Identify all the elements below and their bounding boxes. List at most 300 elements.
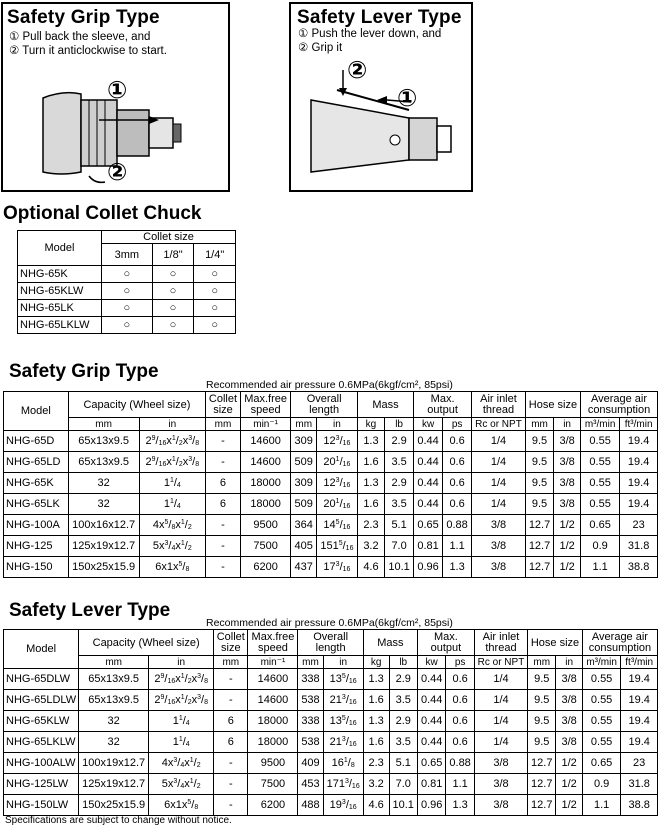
spec-cell: 18000 [248,732,298,753]
spec-cell: 18000 [248,711,298,732]
spec-cell: 1/2 [554,515,581,536]
spec-cell: 4.6 [363,795,389,816]
collet-mark: ○ [152,317,194,334]
lever-box-title: Safety Lever Type [297,7,462,28]
spec-row [4,753,658,774]
spec-cell: 1.6 [363,690,389,711]
footnote: Specifications are subject to change without notice. [5,815,232,826]
spec-cell: 6 [214,711,248,732]
spec-cell: 1/4 [472,431,526,452]
spec-cell: NHG-65D [4,431,69,452]
spec-cell: 0.88 [443,515,472,536]
spec-row [4,795,658,816]
spec-col-air: Average air consumption [582,630,657,656]
collet-row-model: NHG-65K [18,266,102,283]
spec-cell: 1.1 [443,536,472,557]
spec-cell: NHG-65K [4,473,69,494]
spec-cell: 1/4 [474,711,527,732]
spec-col-model: Model [4,630,79,669]
spec-cell: 3/8 [474,795,527,816]
spec-cell: 1.1 [581,557,620,578]
spec-cell: - [206,452,241,473]
spec-cell: NHG-65KLW [4,711,79,732]
spec-unit: Rc or NPT [472,418,526,431]
spec-cell: 32 [68,494,139,515]
spec-cell: NHG-150 [4,557,69,578]
spec-cell: 1/2 [554,557,581,578]
spec-cell: 2.9 [389,669,417,690]
spec-cell: 19.4 [620,431,658,452]
spec-cell: $2^9/_{16}x^1/_2x^3/_8$ [139,452,206,473]
spec-unit: Rc or NPT [474,656,527,669]
spec-cell: $14^5/_{16}$ [317,515,358,536]
spec-col-air: Average air consumption [581,392,658,418]
spec-unit: mm [68,418,139,431]
spec-cell: 1/4 [474,690,527,711]
collet-size-header: 1/8" [152,244,194,266]
spec-cell: 3/8 [554,473,581,494]
spec-unit: ft³/min [620,418,658,431]
collet-col-size: Collet size [102,231,236,244]
collet-size-header: 1/4" [194,244,236,266]
spec-cell: 6200 [248,795,298,816]
spec-cell: 0.55 [581,452,620,473]
spec-cell: 9500 [248,753,298,774]
spec-col-inlet: Air inlet thread [474,630,527,656]
spec-cell: 1/2 [556,795,582,816]
spec-cell: $12^3/_{16}$ [317,473,358,494]
spec-cell: 4.6 [357,557,384,578]
spec-cell: 0.55 [582,690,620,711]
spec-cell: 1.3 [363,669,389,690]
spec-cell: 125x19x12.7 [79,774,149,795]
lever-table-heading: Safety Lever Type [9,600,171,621]
spec-cell: 453 [298,774,323,795]
collet-mark: ○ [152,283,194,300]
spec-cell: 14600 [240,431,291,452]
spec-unit: m³/min [582,656,620,669]
spec-unit: ps [446,656,474,669]
spec-cell: 19.4 [621,690,658,711]
spec-unit: m³/min [581,418,620,431]
spec-cell: 31.8 [621,774,658,795]
spec-cell: 12.7 [525,536,553,557]
spec-row [4,732,658,753]
spec-unit: min⁻¹ [248,656,298,669]
spec-unit: lb [385,418,414,431]
spec-cell: $17^3/_{16}$ [317,557,358,578]
spec-cell: 10.1 [385,557,414,578]
spec-cell: 9500 [240,515,291,536]
spec-cell: 2.9 [385,473,414,494]
spec-cell: NHG-125 [4,536,69,557]
spec-cell: 1.3 [446,795,474,816]
spec-cell: 0.65 [581,515,620,536]
spec-cell: 0.65 [417,753,445,774]
spec-cell: $12^3/_{16}$ [317,431,358,452]
spec-cell: NHG-65LD [4,452,69,473]
spec-cell: $21^3/_{16}$ [323,690,363,711]
spec-cell: 2.9 [385,431,414,452]
collet-mark: ○ [102,317,153,334]
collet-mark: ○ [194,300,236,317]
spec-cell: 3/8 [474,774,527,795]
spec-cell: 5.1 [389,753,417,774]
spec-cell: 0.44 [414,494,443,515]
spec-cell: 0.6 [443,452,472,473]
spec-cell: 6 [206,473,241,494]
spec-cell: 23 [621,753,658,774]
spec-col-hose: Hose size [525,392,580,418]
spec-cell: 0.88 [446,753,474,774]
spec-col-collet: Collet size [214,630,248,656]
grip-callout-1-label: ① [107,77,128,104]
spec-cell: $4x^5/_8x^1/_2$ [139,515,206,536]
lever-callout-2-label: ② [347,57,368,84]
spec-unit: mm [525,418,553,431]
spec-cell: 1/4 [472,494,526,515]
spec-cell: 65x13x9.5 [79,669,149,690]
spec-cell: 1.1 [582,795,620,816]
spec-cell: NHG-65LDLW [4,690,79,711]
spec-row [4,690,658,711]
spec-cell: 1.6 [363,732,389,753]
spec-cell: - [206,515,241,536]
spec-cell: $4x^3/_4x^1/_2$ [149,753,214,774]
spec-cell: 9.5 [528,711,556,732]
spec-col-length: Overall length [291,392,357,418]
lever-instruction-box [289,2,473,192]
spec-cell: 100x19x12.7 [79,753,149,774]
spec-cell: 3/8 [554,494,581,515]
spec-cell: 1.3 [357,431,384,452]
spec-cell: 0.6 [446,690,474,711]
spec-cell: 14600 [248,690,298,711]
collet-heading: Optional Collet Chuck [3,203,202,224]
spec-cell: 3/8 [556,669,582,690]
spec-cell: 1/4 [474,669,527,690]
spec-cell: 65x13x9.5 [68,452,139,473]
spec-cell: 3/8 [472,557,526,578]
spec-cell: 150x25x15.9 [68,557,139,578]
spec-row [4,494,658,515]
spec-cell: 12.7 [528,753,556,774]
spec-cell: - [214,669,248,690]
spec-cell: 10.1 [389,795,417,816]
spec-cell: 14600 [240,452,291,473]
spec-cell: 5.1 [385,515,414,536]
spec-cell: 0.81 [414,536,443,557]
spec-cell: $6x1x^5/_8$ [139,557,206,578]
spec-cell: - [214,690,248,711]
spec-col-model: Model [4,392,69,431]
spec-cell: $2^9/_{16}x^1/_2x^3/_8$ [139,431,206,452]
spec-unit: mm [214,656,248,669]
spec-cell: 0.55 [581,473,620,494]
spec-cell: $1^1/_4$ [139,473,206,494]
spec-cell: 9.5 [525,452,553,473]
spec-cell: 18000 [240,494,291,515]
spec-cell: 2.9 [389,711,417,732]
spec-cell: 38.8 [620,557,658,578]
spec-cell: 3.5 [389,732,417,753]
spec-cell: $171^3/_{16}$ [323,774,363,795]
spec-cell: 1/2 [554,536,581,557]
spec-cell: - [214,795,248,816]
spec-cell: 0.6 [443,494,472,515]
spec-cell: 9.5 [528,732,556,753]
spec-cell: 0.9 [582,774,620,795]
spec-cell: 0.44 [414,452,443,473]
spec-cell: 1.3 [357,473,384,494]
spec-unit: lb [389,656,417,669]
spec-cell: 32 [79,732,149,753]
spec-cell: $5x^3/_4x^1/_2$ [139,536,206,557]
spec-cell: 2.3 [357,515,384,536]
spec-unit: in [556,656,582,669]
spec-cell: 1.1 [446,774,474,795]
spec-cell: 3.2 [363,774,389,795]
grip-step-1: ① Pull back the sleeve, and [9,31,151,43]
spec-cell: 31.8 [620,536,658,557]
spec-unit: kw [417,656,445,669]
spec-cell: 338 [298,711,323,732]
lever-step-2: ② Grip it [298,42,343,54]
spec-cell: 0.55 [582,669,620,690]
spec-cell: 1/4 [472,452,526,473]
collet-mark: ○ [102,300,153,317]
spec-row [4,515,658,536]
spec-cell: NHG-65DLW [4,669,79,690]
spec-cell: 3/8 [554,452,581,473]
spec-cell: 309 [291,431,317,452]
spec-cell: 405 [291,536,317,557]
spec-cell: 3.2 [357,536,384,557]
spec-cell: 1/2 [556,774,582,795]
spec-cell: 3/8 [556,732,582,753]
collet-mark: ○ [194,266,236,283]
spec-cell: 0.44 [414,431,443,452]
spec-cell: 0.44 [417,711,445,732]
spec-cell: $19^3/_{16}$ [323,795,363,816]
lever-tool-illustration [291,60,471,190]
spec-cell: 12.7 [528,795,556,816]
spec-cell: $6x1x^5/_8$ [149,795,214,816]
spec-unit: in [317,418,358,431]
spec-cell: 0.6 [446,669,474,690]
lever-spec-table [3,629,658,816]
spec-cell: $5x^3/_4x^1/_2$ [149,774,214,795]
spec-cell: 12.7 [525,515,553,536]
collet-row-model: NHG-65LKLW [18,317,102,334]
spec-cell: 1.3 [363,711,389,732]
spec-col-capacity: Capacity (Wheel size) [79,630,214,656]
spec-cell: 0.44 [417,732,445,753]
spec-cell: $21^3/_{16}$ [323,732,363,753]
spec-cell: $1^1/_4$ [149,711,214,732]
spec-unit: ft³/min [621,656,658,669]
spec-cell: 338 [298,669,323,690]
spec-col-collet: Collet size [206,392,241,418]
spec-cell: 309 [291,473,317,494]
spec-cell: NHG-65LK [4,494,69,515]
spec-unit: mm [528,656,556,669]
grip-step-2: ② Turn it anticlockwise to start. [9,45,167,57]
spec-col-speed: Max.free speed [240,392,291,418]
spec-cell: 437 [291,557,317,578]
spec-col-capacity: Capacity (Wheel size) [68,392,205,418]
spec-cell: $2^9/_{16}x^1/_2x^3/_8$ [149,690,214,711]
spec-cell: 3.5 [389,690,417,711]
spec-cell: 125x19x12.7 [68,536,139,557]
spec-cell: NHG-100ALW [4,753,79,774]
spec-unit: mm [298,656,323,669]
spec-cell: 19.4 [620,452,658,473]
spec-cell: 0.65 [582,753,620,774]
spec-cell: 19.4 [621,711,658,732]
spec-cell: 12.7 [528,774,556,795]
spec-cell: 0.55 [582,732,620,753]
collet-table [17,230,236,334]
spec-cell: 19.4 [621,732,658,753]
spec-cell: $1^1/_4$ [149,732,214,753]
spec-cell: 0.96 [414,557,443,578]
spec-cell: 0.44 [414,473,443,494]
spec-cell: 409 [298,753,323,774]
collet-mark: ○ [194,283,236,300]
spec-cell: 488 [298,795,323,816]
spec-cell: 0.9 [581,536,620,557]
spec-unit: mm [79,656,149,669]
grip-callout-2-label: ② [107,159,128,186]
spec-cell: 9.5 [525,431,553,452]
spec-row [4,536,658,557]
collet-row-model: NHG-65LK [18,300,102,317]
spec-cell: 3.5 [385,452,414,473]
spec-row [4,774,658,795]
spec-cell: 1.6 [357,494,384,515]
spec-cell: $20^1/_{16}$ [317,452,358,473]
spec-cell: 9.5 [525,494,553,515]
spec-cell: 9.5 [528,690,556,711]
spec-cell: 0.6 [443,473,472,494]
spec-cell: $20^1/_{16}$ [317,494,358,515]
spec-cell: 6 [214,732,248,753]
spec-cell: $16^1/_8$ [323,753,363,774]
spec-cell: 23 [620,515,658,536]
spec-cell: 65x13x9.5 [68,431,139,452]
spec-cell: 364 [291,515,317,536]
spec-col-output: Max. output [417,630,474,656]
spec-col-inlet: Air inlet thread [472,392,526,418]
spec-cell: 9.5 [525,473,553,494]
spec-unit: min⁻¹ [240,418,291,431]
spec-cell: 65x13x9.5 [79,690,149,711]
collet-mark: ○ [152,266,194,283]
spec-cell: 2.3 [363,753,389,774]
spec-cell: 6 [206,494,241,515]
spec-cell: NHG-150LW [4,795,79,816]
spec-unit: kw [414,418,443,431]
spec-unit: in [149,656,214,669]
collet-mark: ○ [102,266,153,283]
spec-cell: 18000 [240,473,291,494]
spec-cell: 0.6 [446,732,474,753]
spec-cell: 19.4 [620,473,658,494]
lever-callout-1-label: ① [397,85,418,112]
spec-cell: 7500 [240,536,291,557]
collet-col-model: Model [18,231,102,266]
spec-cell: 7.0 [389,774,417,795]
spec-cell: NHG-100A [4,515,69,536]
spec-unit: mm [291,418,317,431]
grip-recommended-pressure: Recommended air pressure 0.6MPa(6kgf/cm², 85psi) [206,379,453,391]
spec-cell: 1/4 [474,732,527,753]
collet-mark: ○ [152,300,194,317]
collet-size-header: 3mm [102,244,153,266]
spec-cell: 14600 [248,669,298,690]
spec-unit: in [323,656,363,669]
spec-cell: 509 [291,494,317,515]
spec-cell: 0.55 [581,431,620,452]
grip-instruction-box [1,2,230,192]
spec-cell: 19.4 [620,494,658,515]
lever-step-1: ① Push the lever down, and [298,28,442,40]
lever-recommended-pressure: Recommended air pressure 0.6MPa(6kgf/cm², 85psi) [206,617,453,629]
spec-row [4,431,658,452]
spec-cell: 150x25x15.9 [79,795,149,816]
spec-row [4,473,658,494]
spec-cell: 7.0 [385,536,414,557]
spec-cell: 0.96 [417,795,445,816]
spec-cell: $13^5/_{16}$ [323,711,363,732]
grip-box-title: Safety Grip Type [7,7,160,28]
spec-row [4,452,658,473]
spec-cell: 6200 [240,557,291,578]
spec-row [4,711,658,732]
spec-cell: 100x16x12.7 [68,515,139,536]
grip-table-heading: Safety Grip Type [9,361,159,382]
spec-unit: kg [363,656,389,669]
collet-mark: ○ [102,283,153,300]
spec-cell: 19.4 [621,669,658,690]
spec-cell: 3/8 [472,515,526,536]
spec-cell: $151^5/_{16}$ [317,536,358,557]
spec-row [4,557,658,578]
spec-col-speed: Max.free speed [248,630,298,656]
spec-cell: 0.44 [417,690,445,711]
spec-cell: 0.44 [417,669,445,690]
spec-cell: - [206,431,241,452]
spec-cell: 1/4 [472,473,526,494]
grip-spec-table [3,391,658,578]
spec-cell: 0.65 [414,515,443,536]
spec-cell: 3.5 [385,494,414,515]
spec-cell: - [214,774,248,795]
spec-cell: 32 [68,473,139,494]
spec-cell: 1.6 [357,452,384,473]
spec-unit: kg [357,418,384,431]
spec-cell: $13^5/_{16}$ [323,669,363,690]
spec-cell: 3/8 [474,753,527,774]
spec-unit: ps [443,418,472,431]
collet-row-model: NHG-65KLW [18,283,102,300]
spec-cell: 38.8 [621,795,658,816]
spec-cell: $1^1/_4$ [139,494,206,515]
spec-cell: 0.6 [443,431,472,452]
spec-cell: 32 [79,711,149,732]
spec-cell: 1/2 [556,753,582,774]
